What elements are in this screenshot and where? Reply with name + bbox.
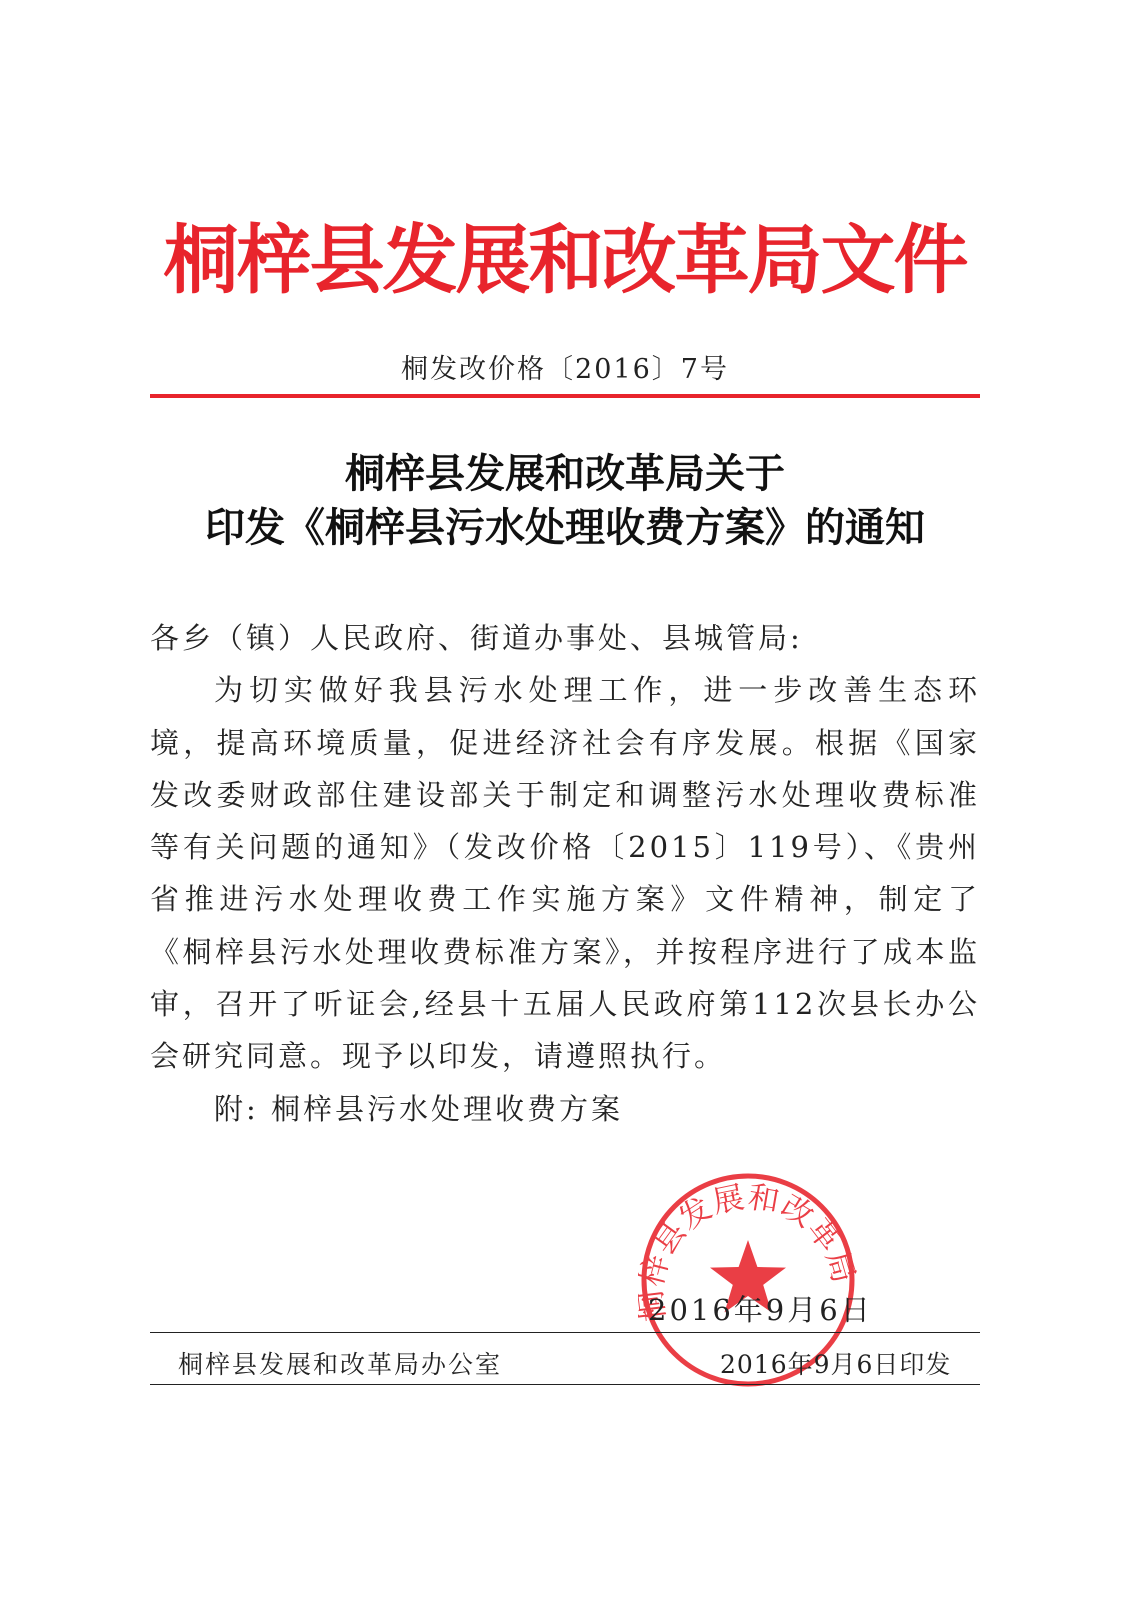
notice-title-line-1: 桐梓县发展和改革局关于 (345, 451, 785, 497)
attachment-line: 附: 桐梓县污水处理收费方案 (214, 1091, 623, 1126)
footer-office: 桐梓县发展和改革局办公室 (178, 1350, 503, 1379)
footer-top-rule (150, 1332, 980, 1333)
seal-text: 县发展和改革局 (646, 1179, 858, 1288)
signature-date: 2016年9月6日 (648, 1293, 873, 1327)
footer-print-date: 2016年9月6日印发 (720, 1350, 952, 1379)
footer-bottom-rule (150, 1384, 980, 1385)
notice-title (150, 447, 980, 555)
body-paragraph: 为切实做好我县污水处理工作，进一步改善生态环境，提高环境质量，促进经济社会有序发展。根据《国家发改委财政部住建设部关于制定和调整污水处理收费标准等有关问题的通知》（发改价格〔2015〕119号）、《贵州省推进污水处理收费工作实施方案》文件精神，制定了《桐梓县污水处理收费标准方案》，并按程序进行了成本监审，召开了听证会,经县十五届人民政府第112次县长办公会研究同意。现予以印发，请遵照执行。 (150, 673, 980, 1074)
notice-title-line-2: 印发《桐梓县污水处理收费方案》的通知 (205, 505, 925, 551)
document-number: 桐发改价格〔2016〕7号 (401, 354, 729, 385)
red-divider (150, 394, 980, 398)
addressee: 各乡（镇）人民政府、街道办事处、县城管局: (150, 621, 803, 655)
body-text (150, 612, 980, 1135)
document-header-title: 桐梓县发展和改革局文件 (163, 216, 967, 304)
